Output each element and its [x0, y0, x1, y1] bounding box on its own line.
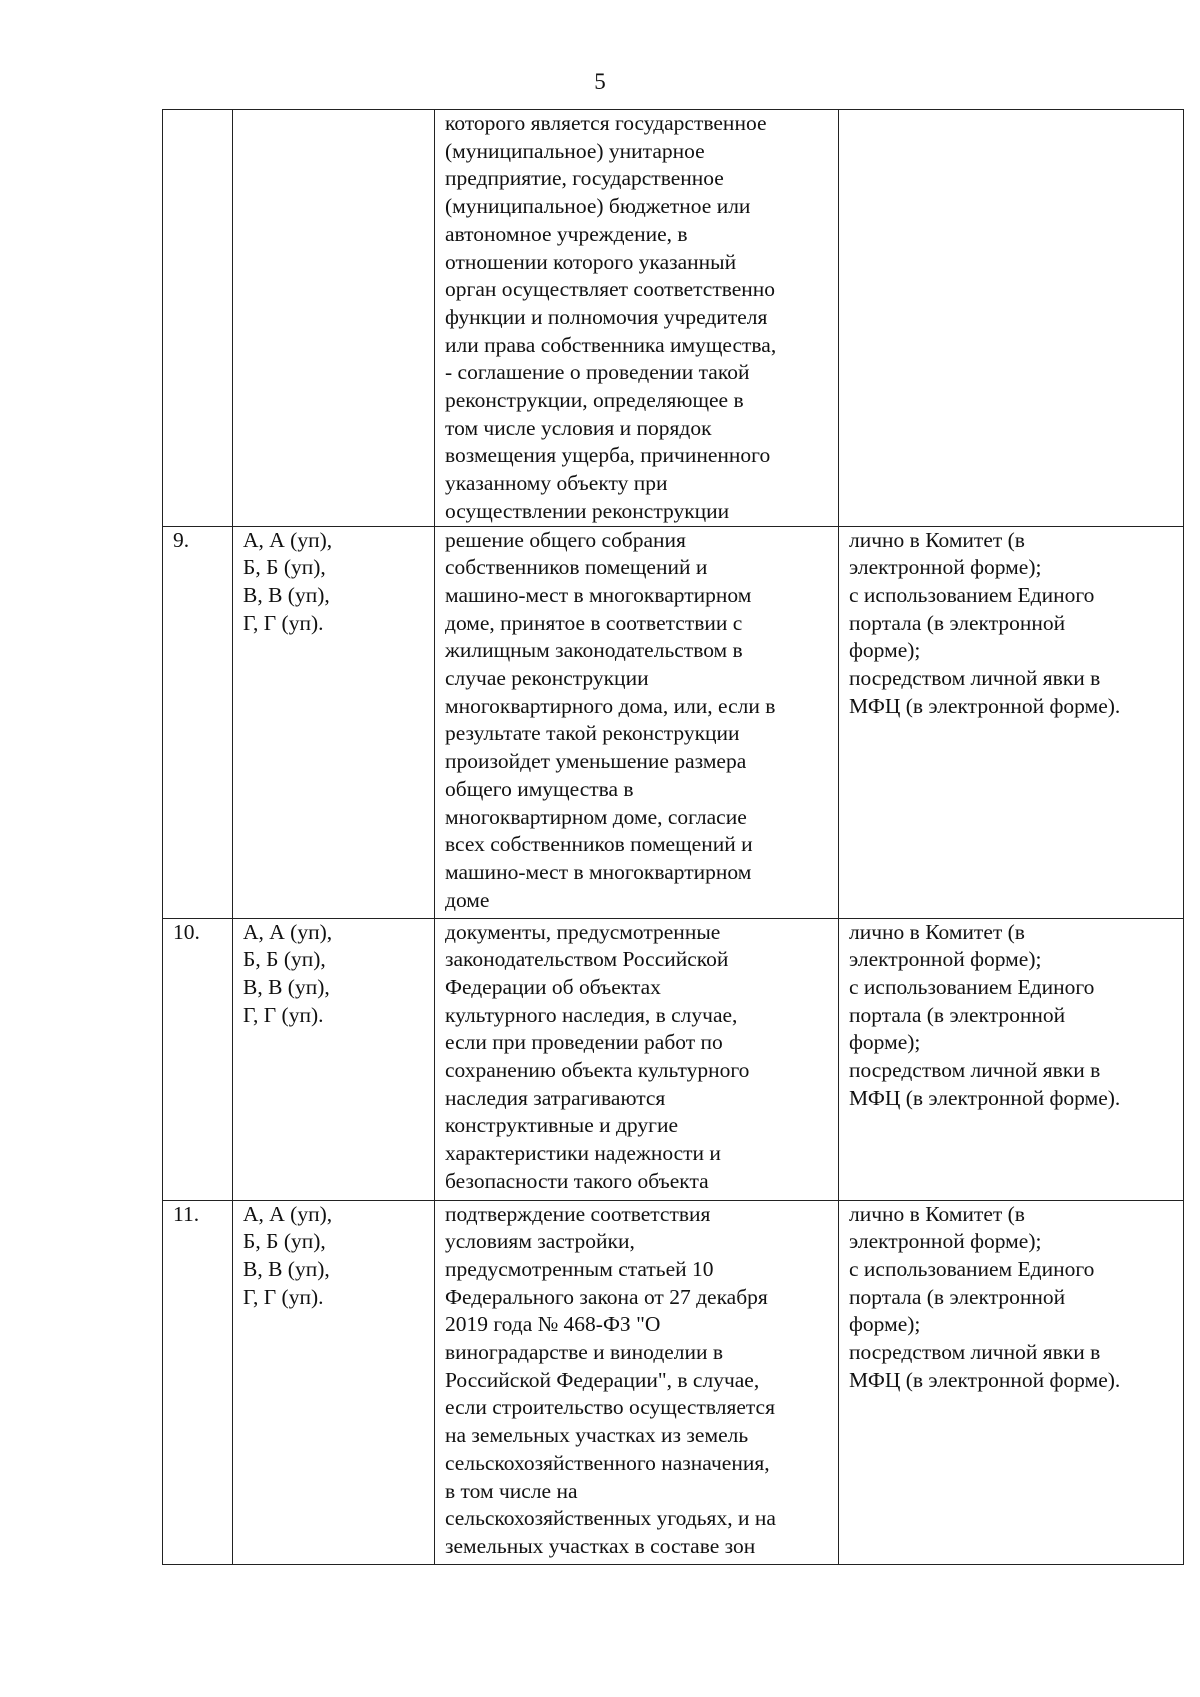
document-description: подтверждение соответствия условиям застройки, предусмотренным статьей 10 Федерального закона от 27 декабря 2019 года № 468-ФЗ "О виноградарстве и виноделии в Российской Федерации", в случае, если строительство осуществляется на земельных участках из земель сельскохозяйственного назначения, в том числе на сельскохозяйственных угодьях, и на земельных участках в составе зон — [435, 1200, 839, 1564]
table-row — [163, 918, 1184, 1200]
submission-method: лично в Комитет (в электронной форме); с использованием Единого портала (в электронной форме); посредством личной явки в МФЦ (в электронной форме). — [839, 1200, 1184, 1564]
submission-method — [839, 110, 1184, 527]
table-row — [163, 1200, 1184, 1564]
applicant-categories: А, А (уп), Б, Б (уп), В, В (уп), Г, Г (уп). — [233, 918, 435, 1200]
document-description: документы, предусмотренные законодательством Российской Федерации об объектах культурного наследия, в случае, если при проведении работ по сохранению объекта культурного наследия затрагиваются конструктивные и другие характеристики надежности и безопасности такого объекта — [435, 918, 839, 1200]
row-number: 10. — [163, 918, 233, 1200]
table-row — [163, 110, 1184, 527]
table-row — [163, 526, 1184, 918]
document-description: которого является государственное (муниципальное) унитарное предприятие, государственное (муниципальное) бюджетное или автономное учреждение, в отношении которого указанный орган осуществляет соответственно функции и полномочия учредителя или права собственника имущества, - соглашение о проведении такой реконструкции, определяющее в том числе условия и порядок возмещения ущерба, причиненного указанному объекту при осуществлении реконструкции — [435, 110, 839, 527]
applicant-categories: А, А (уп), Б, Б (уп), В, В (уп), Г, Г (уп). — [233, 1200, 435, 1564]
documents-table — [162, 109, 1184, 1565]
page-number: 5 — [594, 69, 606, 94]
submission-method: лично в Комитет (в электронной форме); с использованием Единого портала (в электронной форме); посредством личной явки в МФЦ (в электронной форме). — [839, 918, 1184, 1200]
applicant-categories: А, А (уп), Б, Б (уп), В, В (уп), Г, Г (уп). — [233, 526, 435, 918]
submission-method: лично в Комитет (в электронной форме); с использованием Единого портала (в электронной форме); посредством личной явки в МФЦ (в электронной форме). — [839, 526, 1184, 918]
row-number — [163, 110, 233, 527]
applicant-categories — [233, 110, 435, 527]
document-description: решение общего собрания собственников помещений и машино-мест в многоквартирном доме, принятое в соответствии с жилищным законодательством в случае реконструкции многоквартирного дома, или, если в результате такой реконструкции произойдет уменьшение размера общего имущества в многоквартирном доме, согласие всех собственников помещений и машино-мест в многоквартирном доме — [435, 526, 839, 918]
row-number: 9. — [163, 526, 233, 918]
row-number: 11. — [163, 1200, 233, 1564]
